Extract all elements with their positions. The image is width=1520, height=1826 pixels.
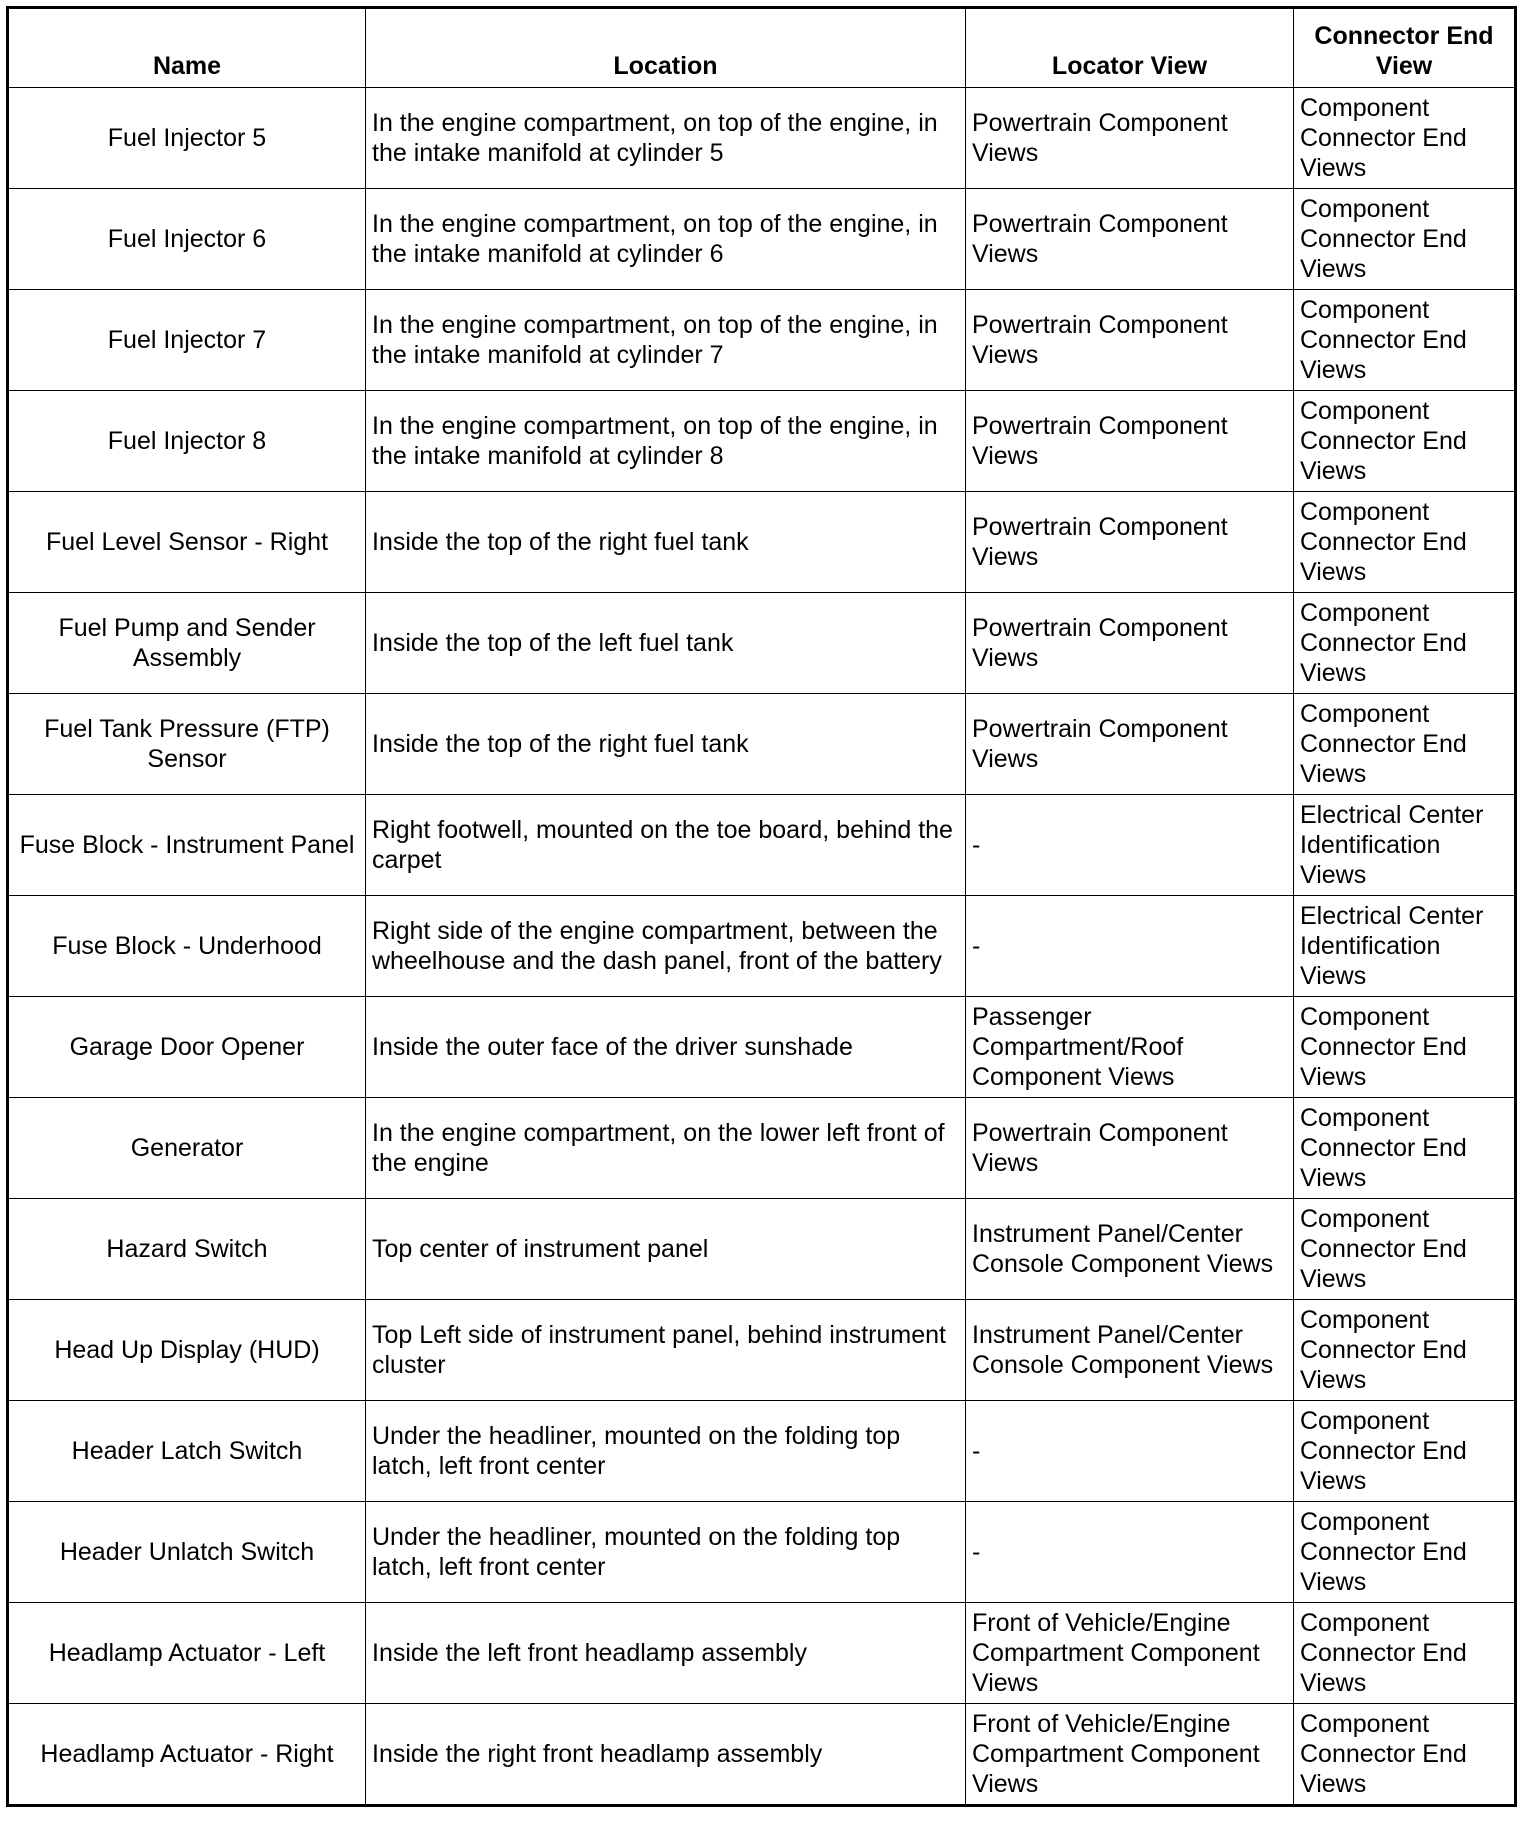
cell-name: Fuse Block - Instrument Panel xyxy=(8,795,366,896)
cell-connector-end-view: Component Connector End Views xyxy=(1294,1199,1516,1300)
cell-locator-view: Powertrain Component Views xyxy=(966,391,1294,492)
cell-locator-view: Powertrain Component Views xyxy=(966,1098,1294,1199)
table-row xyxy=(8,795,1516,896)
cell-location: Top Left side of instrument panel, behind instrument cluster xyxy=(366,1300,966,1401)
table-row xyxy=(8,694,1516,795)
header-name: Name xyxy=(8,8,366,88)
cell-locator-view: - xyxy=(966,1401,1294,1502)
cell-name: Fuel Pump and Sender Assembly xyxy=(8,593,366,694)
cell-location: In the engine compartment, on top of the engine, in the intake manifold at cylinder 6 xyxy=(366,189,966,290)
cell-locator-view: Powertrain Component Views xyxy=(966,88,1294,189)
cell-name: Generator xyxy=(8,1098,366,1199)
cell-connector-end-view: Component Connector End Views xyxy=(1294,1098,1516,1199)
table-row xyxy=(8,896,1516,997)
cell-connector-end-view: Component Connector End Views xyxy=(1294,189,1516,290)
table-row xyxy=(8,290,1516,391)
table-row xyxy=(8,189,1516,290)
cell-locator-view: - xyxy=(966,795,1294,896)
cell-location: Right side of the engine compartment, between the wheelhouse and the dash panel, front of the battery xyxy=(366,896,966,997)
cell-name: Headlamp Actuator - Right xyxy=(8,1704,366,1806)
cell-locator-view: Front of Vehicle/Engine Compartment Component Views xyxy=(966,1603,1294,1704)
cell-connector-end-view: Component Connector End Views xyxy=(1294,593,1516,694)
cell-connector-end-view: Electrical Center Identification Views xyxy=(1294,795,1516,896)
cell-connector-end-view: Component Connector End Views xyxy=(1294,492,1516,593)
cell-location: In the engine compartment, on the lower left front of the engine xyxy=(366,1098,966,1199)
cell-name: Headlamp Actuator - Left xyxy=(8,1603,366,1704)
cell-connector-end-view: Component Connector End Views xyxy=(1294,88,1516,189)
cell-locator-view: Passenger Compartment/Roof Component Views xyxy=(966,997,1294,1098)
cell-name: Header Latch Switch xyxy=(8,1401,366,1502)
cell-location: Inside the outer face of the driver sunshade xyxy=(366,997,966,1098)
cell-name: Hazard Switch xyxy=(8,1199,366,1300)
cell-name: Fuel Injector 5 xyxy=(8,88,366,189)
cell-name: Fuel Level Sensor - Right xyxy=(8,492,366,593)
header-locator-view: Locator View xyxy=(966,8,1294,88)
cell-connector-end-view: Component Connector End Views xyxy=(1294,694,1516,795)
cell-location: Inside the right front headlamp assembly xyxy=(366,1704,966,1806)
cell-connector-end-view: Component Connector End Views xyxy=(1294,1502,1516,1603)
table-row xyxy=(8,1502,1516,1603)
table-row xyxy=(8,1199,1516,1300)
cell-name: Fuse Block - Underhood xyxy=(8,896,366,997)
cell-location: Under the headliner, mounted on the folding top latch, left front center xyxy=(366,1502,966,1603)
table-header-row xyxy=(8,8,1516,88)
cell-locator-view: Powertrain Component Views xyxy=(966,189,1294,290)
cell-locator-view: Powertrain Component Views xyxy=(966,593,1294,694)
cell-name: Fuel Injector 7 xyxy=(8,290,366,391)
cell-location: Top center of instrument panel xyxy=(366,1199,966,1300)
table-body xyxy=(8,88,1516,1806)
table-row xyxy=(8,1401,1516,1502)
cell-name: Fuel Injector 6 xyxy=(8,189,366,290)
cell-connector-end-view: Component Connector End Views xyxy=(1294,1300,1516,1401)
cell-connector-end-view: Component Connector End Views xyxy=(1294,290,1516,391)
cell-location: Inside the top of the right fuel tank xyxy=(366,694,966,795)
cell-name: Fuel Tank Pressure (FTP) Sensor xyxy=(8,694,366,795)
header-connector-end-view: Connector End View xyxy=(1294,8,1516,88)
cell-name: Fuel Injector 8 xyxy=(8,391,366,492)
table-row xyxy=(8,1300,1516,1401)
cell-locator-view: Powertrain Component Views xyxy=(966,492,1294,593)
table-row xyxy=(8,88,1516,189)
cell-name: Head Up Display (HUD) xyxy=(8,1300,366,1401)
table-row xyxy=(8,391,1516,492)
cell-location: Under the headliner, mounted on the folding top latch, left front center xyxy=(366,1401,966,1502)
table-row xyxy=(8,1704,1516,1806)
cell-location: In the engine compartment, on top of the engine, in the intake manifold at cylinder 7 xyxy=(366,290,966,391)
cell-connector-end-view: Component Connector End Views xyxy=(1294,391,1516,492)
cell-name: Garage Door Opener xyxy=(8,997,366,1098)
table-row xyxy=(8,1603,1516,1704)
cell-locator-view: Front of Vehicle/Engine Compartment Component Views xyxy=(966,1704,1294,1806)
cell-location: In the engine compartment, on top of the engine, in the intake manifold at cylinder 8 xyxy=(366,391,966,492)
cell-connector-end-view: Component Connector End Views xyxy=(1294,1704,1516,1806)
cell-locator-view: Powertrain Component Views xyxy=(966,694,1294,795)
component-locator-table xyxy=(6,6,1517,1807)
cell-locator-view: Instrument Panel/Center Console Component Views xyxy=(966,1300,1294,1401)
cell-location: Right footwell, mounted on the toe board, behind the carpet xyxy=(366,795,966,896)
cell-location: In the engine compartment, on top of the engine, in the intake manifold at cylinder 5 xyxy=(366,88,966,189)
cell-locator-view: Instrument Panel/Center Console Component Views xyxy=(966,1199,1294,1300)
cell-name: Header Unlatch Switch xyxy=(8,1502,366,1603)
cell-connector-end-view: Component Connector End Views xyxy=(1294,1603,1516,1704)
table-row xyxy=(8,1098,1516,1199)
cell-location: Inside the top of the left fuel tank xyxy=(366,593,966,694)
table-row xyxy=(8,593,1516,694)
header-location: Location xyxy=(366,8,966,88)
cell-locator-view: Powertrain Component Views xyxy=(966,290,1294,391)
cell-connector-end-view: Component Connector End Views xyxy=(1294,997,1516,1098)
cell-locator-view: - xyxy=(966,1502,1294,1603)
cell-connector-end-view: Component Connector End Views xyxy=(1294,1401,1516,1502)
cell-location: Inside the top of the right fuel tank xyxy=(366,492,966,593)
cell-locator-view: - xyxy=(966,896,1294,997)
cell-connector-end-view: Electrical Center Identification Views xyxy=(1294,896,1516,997)
component-locator-table-wrap xyxy=(6,6,1514,1807)
table-row xyxy=(8,492,1516,593)
table-row xyxy=(8,997,1516,1098)
cell-location: Inside the left front headlamp assembly xyxy=(366,1603,966,1704)
